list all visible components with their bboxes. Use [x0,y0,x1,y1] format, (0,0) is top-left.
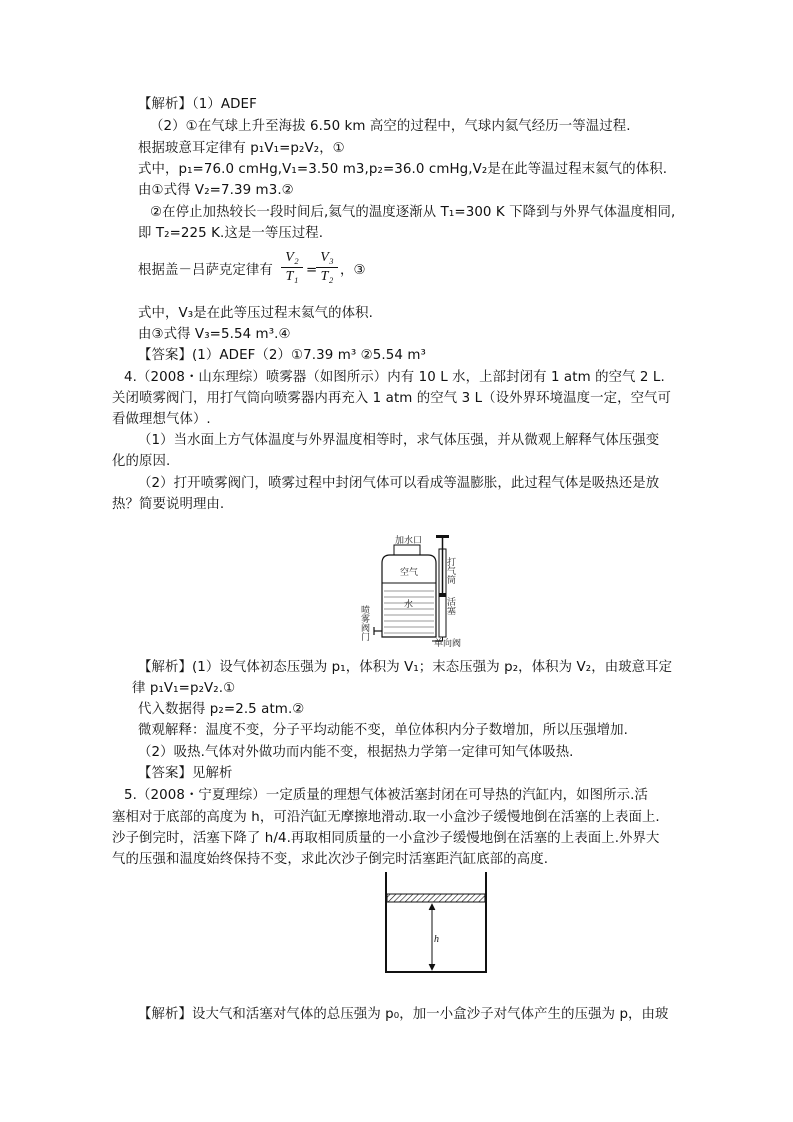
question-4-line: 4.（2008・山东理综）喷雾器（如图所示）内有 10 L 水，上部封闭有 1 atm 的空气 2 L. [124,370,665,385]
question-5-line: 塞相对于底部的高度为 h，可沿汽缸无摩擦地滑动.取一小盒沙子缓慢地倒在活塞的上表面上. [112,810,660,825]
text-line: 微观解释：温度不变，分子平均动能不变，单位体积内分子数增加，所以压强增加. [138,723,629,738]
text-line: （2）吸热.气体对外做功而内能不变，根据热力学第一定律可知气体吸热. [138,745,574,760]
fraction-numerator: V₂ [285,250,299,265]
question-5-line: 气的压强和温度始终保持不变，求此次沙子倒完时活塞距汽缸底部的高度. [112,852,549,867]
text-line: 代入数据得 p₂=2.5 atm.② [138,702,305,717]
text-line: 由①式得 V₂=7.39 m3.② [138,183,294,198]
answer-line-2: 【答案】见解析 [138,766,233,781]
label-water: 水 [404,600,414,610]
text-line: 律 p₁V₁=p₂V₂.① [132,681,236,696]
fraction-numerator: V₃ [320,250,334,265]
fraction-v3-t2 [316,250,338,285]
text-line: 根据玻意耳定律有 p₁V₁=p₂V₂，① [138,141,345,156]
text-line: 由③式得 V₃=5.54 m³.④ [138,327,291,342]
fraction-v2-t1 [281,250,303,285]
question-4-line: 关闭喷雾阀门，用打气筒向喷雾器内再充入 1 atm 的空气 3 L（设外界环境温度一定，空气可 [112,391,672,406]
text-line: ②在停止加热较长一段时间后,氦气的温度逐渐从 T₁=300 K 下降到与外界气体温度相同, [150,205,676,220]
label-check-valve: 单向阀 [434,639,462,649]
text-line: 即 T₂=225 K.这是一等压过程. [138,226,324,241]
label-piston: 活塞 [445,597,455,615]
question-4-line: （1）当水面上方气体温度与外界温度相等时，求气体压强，并从微观上解释气体压强变 [138,433,660,448]
text-line: （2）①在气球上升至海拔 6.50 km 高空的过程中，气球内氦气经历一等温过程. [150,119,631,134]
piston [387,894,485,902]
label-h: h [434,934,439,945]
question-5-line: 5.（2008・宁夏理综）一定质量的理想气体被活塞封闭在可导热的汽缸内，如图所示.活 [124,788,648,803]
question-4-line: 看做理想气体）. [112,412,211,427]
question-5-line: 沙子倒完时，活塞下降了 h/4.再取相同质量的一小盒沙子缓慢地倒在活塞的上表面上.外界大 [112,831,660,846]
analysis-heading-3: 【解析】设大气和活塞对气体的总压强为 p₀，加一小盒沙子对气体产生的压强为 p，由玻 [138,1007,669,1022]
analysis-heading-2: 【解析】(1）设气体初态压强为 p₁，体积为 V₁；末态压强为 p₂，体积为 V₂，由玻意耳定 [138,660,673,675]
answer-line-1: 【答案】(1）ADEF（2）①7.39 m³ ②5.54 m³ [138,348,426,363]
sprayer-diagram [359,535,472,649]
text-line: 式中，V₃是在此等压过程末氦气的体积. [138,306,373,321]
label-pump: 打气筒 [445,557,455,584]
question-4-line: （2）打开喷雾阀门，喷雾过程中封闭气体可以看成等温膨胀，此过程气体是吸热还是放 [138,476,660,491]
text-line-formula-tail: ，③ [340,263,366,278]
label-air: 空气 [400,568,419,578]
text-line-formula-lead: 根据盖－吕萨克定律有 [138,263,273,278]
analysis-heading-1: 【解析】（1）ADEF [138,97,257,112]
label-water-inlet: 加水口 [395,536,423,546]
label-spray-valve: 喷雾阀门 [359,605,369,641]
cylinder-diagram [378,872,494,980]
fraction-denominator: T₂ [320,269,334,284]
question-4-line: 化的原因. [112,454,171,469]
text-line: 式中，p₁=76.0 cmHg,V₁=3.50 m3,p₂=36.0 cmHg,V₂是在此等温过程末氦气的体积. [138,162,668,177]
fraction-denominator: T₁ [285,269,299,284]
question-4-line: 热？简要说明理由. [112,497,225,512]
